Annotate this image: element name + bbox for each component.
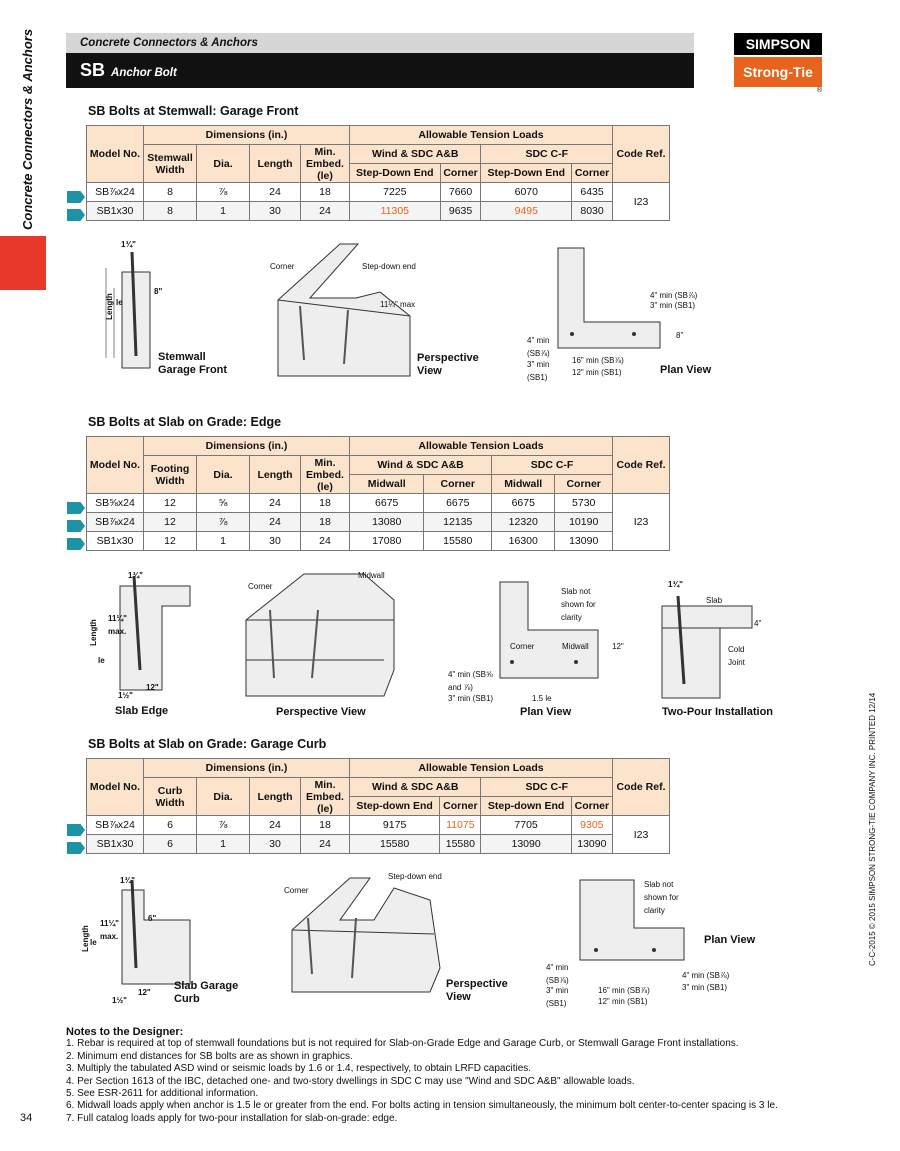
col-width: Curb Width (144, 778, 197, 816)
new-product-marker (67, 209, 85, 221)
cell: 30 (250, 532, 301, 551)
col-sdc: SDC C-F (481, 145, 613, 164)
col-wind: Wind & SDC A&B (350, 145, 481, 164)
cell: 9175 (350, 816, 440, 835)
callout-label: Slab not shown for clarity (561, 587, 596, 622)
dim-label: 1½" (112, 996, 127, 1005)
load-table-garage-curb (86, 758, 670, 854)
cell: 13090 (481, 835, 571, 854)
col-model: Model No. (87, 437, 144, 494)
dim-label: 4" min (SB⅞) (527, 336, 550, 358)
dim-label: 1¾" (128, 571, 143, 580)
col-embed: Min. Embed. (le) (301, 145, 350, 183)
cell: 12135 (424, 513, 492, 532)
table-row (87, 183, 670, 202)
cell: 6675 (350, 494, 424, 513)
col-dimensions: Dimensions (in.) (144, 126, 350, 145)
drawing-caption: Stemwall Garage Front (158, 351, 228, 376)
designer-notes (66, 1026, 826, 1125)
col-dimensions: Dimensions (in.) (144, 437, 350, 456)
cell: 15580 (424, 532, 492, 551)
logo-line2: Strong-Tie (734, 57, 822, 87)
cell-model: SB1x30 (87, 202, 144, 221)
col-length: Length (250, 778, 301, 816)
cell: 18 (301, 816, 350, 835)
cell-model: SB1x30 (87, 532, 144, 551)
cell-highlight: 11075 (440, 816, 481, 835)
cell-highlight: 11305 (350, 202, 441, 221)
new-product-marker (67, 191, 85, 203)
cell-model: SB⅞x24 (87, 513, 144, 532)
dim-label: 11¼" max. (108, 614, 127, 636)
col-embed: Min. Embed. (le) (301, 778, 350, 816)
col-dia: Dia. (197, 145, 250, 183)
cell: 24 (250, 183, 301, 202)
dim-label: Length (88, 619, 98, 646)
cell: 12 (144, 513, 197, 532)
cell: 6435 (572, 183, 613, 202)
dim-label: le (90, 938, 97, 947)
header-product (66, 53, 694, 88)
table-title: SB Bolts at Stemwall: Garage Front (88, 104, 299, 118)
cell: 12320 (492, 513, 555, 532)
cell: ⅞ (197, 183, 250, 202)
dim-label: le (98, 656, 105, 665)
drawing-caption: Perspective View (446, 978, 508, 1003)
drawing-caption: Plan View (704, 934, 756, 946)
note-item: 3. Multiply the tabulated ASD wind or seismic loads by 1.6 or 1.4, respectively, to obtain LRFD capacities. (66, 1063, 532, 1075)
cell: ⅝ (197, 494, 250, 513)
cell: 7705 (481, 816, 571, 835)
callout-label: Step-down end (388, 872, 442, 881)
cell: 7225 (350, 183, 441, 202)
cell: 8 (144, 202, 197, 221)
cell-code: I23 (613, 494, 670, 551)
cell: 8030 (572, 202, 613, 221)
callout-label: Corner (270, 262, 295, 271)
col-embed: Min. Embed. (le) (301, 456, 350, 494)
dim-label: 6" (148, 914, 157, 923)
col-code: Code Ref. (613, 126, 670, 183)
cell: 24 (301, 835, 350, 854)
cell-highlight: 9305 (571, 816, 612, 835)
cell: 6 (144, 835, 197, 854)
cell: 24 (301, 202, 350, 221)
drawing-caption: Plan View (520, 706, 572, 718)
cell-model: SB⅞x24 (87, 183, 144, 202)
cell: 12 (144, 494, 197, 513)
dim-label: 12" (146, 683, 159, 692)
cell: 6 (144, 816, 197, 835)
cell: 15580 (350, 835, 440, 854)
dim-label: 16" min (SB⅞) (572, 356, 624, 365)
note-item: 7. Full catalog loads apply for two-pour installation for slab-on-grade: edge. (66, 1112, 398, 1124)
cell: 10190 (555, 513, 613, 532)
table-title: SB Bolts at Slab on Grade: Edge (88, 415, 282, 429)
note-item: 4. Per Section 1613 of the IBC, detached one- and two-story dwellings in SDC C may use "Wind and SDC A&B" allowable loads. (66, 1075, 635, 1087)
cell: 13090 (571, 835, 612, 854)
col-length: Length (250, 456, 301, 494)
dim-label: 12" (612, 642, 624, 651)
dim-label: 1.5 le (532, 694, 552, 703)
cell: 12 (144, 532, 197, 551)
dim-label: 11¼" max. (100, 919, 119, 941)
brand-logo (734, 33, 822, 94)
cell-model: SB⅝x24 (87, 494, 144, 513)
col-loads: Allowable Tension Loads (350, 437, 613, 456)
note-item: 6. Midwall loads apply when anchor is 1.5 le or greater from the end. For bolts acting in tension simultaneously, the minimum bolt center-to-center spacing is 3 le. (66, 1100, 778, 1112)
callout-label: Corner (284, 886, 309, 895)
new-product-marker (67, 502, 85, 514)
dim-label: 1¾" (668, 580, 683, 589)
col-code: Code Ref. (613, 759, 670, 816)
callout-label: Corner (248, 582, 273, 591)
callout-label: Midwall (562, 642, 589, 651)
callout-label: Step-down end (362, 262, 416, 271)
dim-label: 4" min (SB⅞) (682, 971, 730, 980)
cell: 17080 (350, 532, 424, 551)
cell: 16300 (492, 532, 555, 551)
col-dia: Dia. (197, 456, 250, 494)
table-row (87, 513, 670, 532)
col-sub: Step-down End (350, 797, 440, 816)
dim-label: 3" min (SB1) (650, 301, 696, 310)
cell: 30 (250, 202, 301, 221)
col-model: Model No. (87, 126, 144, 183)
drawing-caption: Plan View (660, 364, 712, 376)
dim-label: 3" min (SB1) (527, 360, 550, 382)
note-item: 1. Rebar is required at top of stemwall foundations but is not required for Slab-on-Grade Edge and Garage Curb, or Stemwall Garage Front installations. (66, 1038, 739, 1050)
col-sub: Corner (571, 797, 612, 816)
page-number: 34 (20, 1112, 33, 1124)
cell: 18 (301, 494, 350, 513)
dim-label: 8" (154, 287, 163, 296)
col-sub: Step-Down End (481, 164, 572, 183)
copyright-footer: C-C-2015 © 2015 SIMPSON STRONG-TIE COMPANY INC. PRINTED 12/14 (868, 692, 877, 966)
cell: 13090 (555, 532, 613, 551)
dim-label: 1½" (118, 691, 133, 700)
new-product-marker (67, 538, 85, 550)
col-sub: Step-Down End (350, 164, 441, 183)
col-sub: Corner (572, 164, 613, 183)
dim-label: 8" (676, 331, 684, 340)
col-sub: Midwall (350, 475, 424, 494)
dim-label: 3" min (SB1) (546, 986, 569, 1008)
cell: 5730 (555, 494, 613, 513)
col-sub: Corner (440, 164, 481, 183)
cell: ⅞ (197, 513, 250, 532)
col-sub: Step-down End (481, 797, 571, 816)
col-length: Length (250, 145, 301, 183)
cell: 30 (250, 835, 301, 854)
slab-edge-section-drawing (86, 572, 196, 702)
cell: 18 (301, 513, 350, 532)
product-code: SB (80, 60, 106, 80)
dim-label: Length (80, 925, 90, 952)
col-sdc: SDC C-F (492, 456, 613, 475)
col-width: Footing Width (144, 456, 197, 494)
dim-label: 3" min (SB1) (682, 983, 728, 992)
cell: 15580 (440, 835, 481, 854)
callout-label: Slab (706, 596, 723, 605)
note-item: 2. Minimum end distances for SB bolts are as shown in graphics. (66, 1050, 353, 1062)
callout-label: Cold Joint (728, 645, 745, 667)
dim-label: 4" min (SB⅝ and ⅞) (448, 670, 493, 692)
cell-code: I23 (613, 183, 670, 221)
dim-label: le (116, 298, 123, 307)
table-row (87, 835, 670, 854)
section-tab (0, 236, 46, 290)
dim-label: 4" min (SB⅞) (546, 963, 569, 985)
new-product-marker (67, 842, 85, 854)
dim-label: 1¾" (120, 876, 135, 885)
col-loads: Allowable Tension Loads (350, 759, 613, 778)
cell: 24 (250, 494, 301, 513)
cell: 6070 (481, 183, 572, 202)
cell: 1 (197, 202, 250, 221)
dim-label: 12" (138, 988, 151, 997)
dim-label: 11¼" max (380, 300, 416, 309)
dim-label: 16" min (SB⅞) (598, 986, 650, 995)
drawing-caption: Perspective View (276, 706, 366, 718)
col-code: Code Ref. (613, 437, 670, 494)
col-model: Model No. (87, 759, 144, 816)
table-row (87, 816, 670, 835)
col-loads: Allowable Tension Loads (350, 126, 613, 145)
table-row (87, 494, 670, 513)
dim-label: 12" min (SB1) (572, 368, 622, 377)
cell: 1 (197, 835, 250, 854)
cell: 1 (197, 532, 250, 551)
note-item: 5. See ESR-2611 for additional information. (66, 1088, 259, 1100)
col-sub: Midwall (492, 475, 555, 494)
callout-label: Midwall (358, 571, 385, 580)
table-row (87, 202, 670, 221)
cell: 13080 (350, 513, 424, 532)
dim-label: 1¾" (121, 240, 136, 249)
cell-model: SB1x30 (87, 835, 144, 854)
drawing-caption: Slab Edge (115, 705, 169, 717)
cell: 6675 (424, 494, 492, 513)
table-title: SB Bolts at Slab on Grade: Garage Curb (88, 737, 327, 751)
drawing-caption: Slab Garage Curb (174, 980, 239, 1005)
col-dimensions: Dimensions (in.) (144, 759, 350, 778)
cell-code: I23 (613, 816, 670, 854)
logo-line1: SIMPSON (734, 33, 822, 55)
cell-highlight: 9495 (481, 202, 572, 221)
col-sub: Corner (424, 475, 492, 494)
side-title: Concrete Connectors & Anchors (20, 28, 35, 230)
product-subtitle: Anchor Bolt (111, 67, 177, 79)
cell: 18 (301, 183, 350, 202)
col-wind: Wind & SDC A&B (350, 456, 492, 475)
cell: ⅞ (197, 816, 250, 835)
cell: 24 (301, 532, 350, 551)
load-table-slab-edge (86, 436, 670, 551)
logo-registered: ® (816, 87, 822, 94)
load-table-stemwall (86, 125, 670, 221)
col-sub: Corner (555, 475, 613, 494)
header-category: Concrete Connectors & Anchors (66, 33, 694, 53)
drawing-caption: Perspective View (417, 352, 479, 377)
new-product-marker (67, 520, 85, 532)
notes-title: Notes to the Designer: (66, 1026, 184, 1038)
cell: 8 (144, 183, 197, 202)
new-product-marker (67, 824, 85, 836)
col-width: Stemwall Width (144, 145, 197, 183)
col-sdc: SDC C-F (481, 778, 613, 797)
col-sub: Corner (440, 797, 481, 816)
cell: 7660 (440, 183, 481, 202)
dim-label: 12" min (SB1) (598, 997, 648, 1006)
dim-label: 4" (754, 619, 762, 628)
cell: 6675 (492, 494, 555, 513)
cell: 24 (250, 513, 301, 532)
table-row (87, 532, 670, 551)
drawing-caption: Two-Pour Installation (662, 706, 774, 718)
dim-label: 3" min (SB1) (448, 694, 494, 703)
cell: 24 (250, 816, 301, 835)
cell: 9635 (440, 202, 481, 221)
dim-label: 4" min (SB⅞) (650, 291, 698, 300)
cell-model: SB⅞x24 (87, 816, 144, 835)
col-dia: Dia. (197, 778, 250, 816)
callout-label: Slab not shown for clarity (644, 880, 679, 915)
callout-label: Corner (510, 642, 535, 651)
col-wind: Wind & SDC A&B (350, 778, 481, 797)
dim-label: Length (104, 293, 114, 320)
